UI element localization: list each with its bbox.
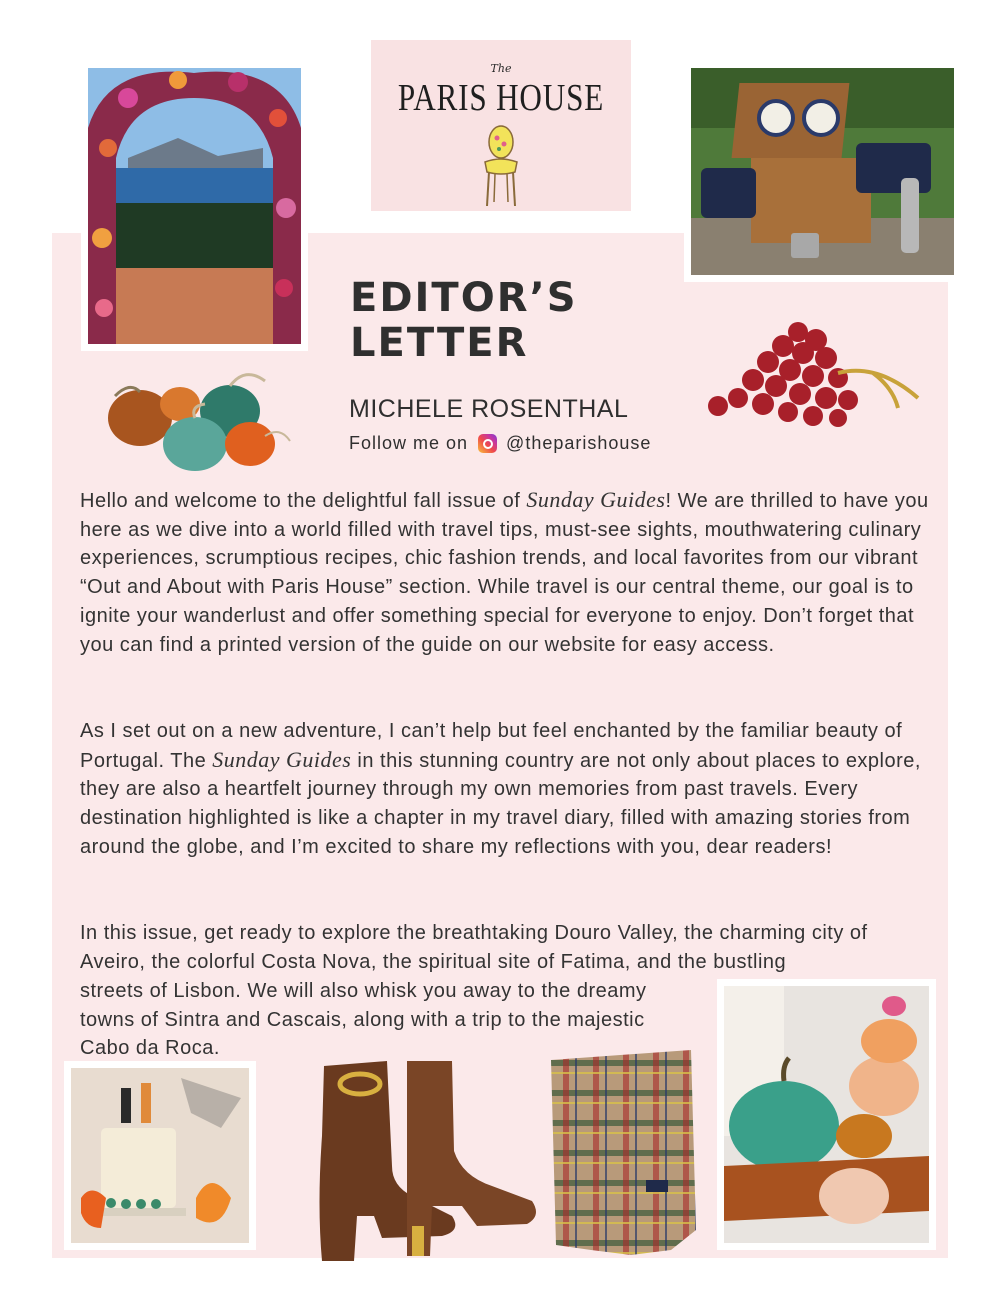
flower-arch-photo — [81, 61, 308, 351]
logo-the: The — [490, 62, 512, 75]
paragraph-1-text-a: Hello and welcome to the delightful fall issue of — [80, 490, 527, 512]
paragraph-3-text-a: In this issue, get ready to explore the breathtaking Douro Valley, the charming city of Aveiro, the colorful Costa Nova, the spiritual site of Fatima, and the bustling — [80, 922, 868, 973]
chair-icon — [479, 122, 523, 208]
title-line-2: LETTER — [350, 320, 529, 366]
glass-pumpkins-photo — [717, 979, 936, 1250]
publication-name: Sunday Guides — [526, 487, 666, 512]
logo-name: PARIS HOUSE — [397, 77, 605, 119]
instagram-handle[interactable]: @theparishouse — [506, 433, 652, 453]
picnic-basket-photo — [684, 61, 961, 282]
paragraph-3a — [80, 919, 920, 976]
glass-grapes-image — [698, 318, 928, 430]
halloween-cake-photo — [64, 1061, 256, 1250]
page-title — [350, 276, 578, 366]
publication-name: Sunday Guides — [212, 746, 352, 772]
title-line-1: EDITOR’S — [350, 275, 578, 321]
velvet-pumpkins-image — [95, 366, 295, 474]
instagram-icon[interactable] — [478, 434, 497, 453]
paragraph-2-text-b: in this stunning country are not only about places to explore, they are also a heartfelt journey through my own memories from past travels. Every destination highlighted is like a chapter in my travel diary, filled with amazing stories from around the globe, and I’m excited to share my reflections with you, dear readers! — [80, 749, 921, 858]
follow-label: Follow me on — [349, 433, 469, 453]
paragraph-3-text-b: streets of Lisbon. We will also whisk you away to the dreamy towns of Sintra and Cascais, along with a trip to the majestic Cabo da Roca. — [80, 980, 647, 1060]
follow-line — [349, 433, 651, 454]
author-name: MICHELE ROSENTHAL — [349, 395, 629, 423]
plaid-blanket-image — [551, 1050, 701, 1265]
paragraph-1-text-b: ! We are thrilled to have you here as we dive into a world filled with travel tips, must-see sights, mouthwatering culinary experiences, scrumptious recipes, chic fashion trends, and local favorites from our vibrant “Out and About with Paris House” section. While travel is our central theme, our goal is to ignite your wanderlust and offer something special for everyone to enjoy. Don’t forget that you can find a printed version of the guide on our website for easy access. — [80, 490, 929, 656]
brown-boots-image — [312, 1056, 540, 1266]
paragraph-1 — [80, 486, 930, 659]
paragraph-2 — [80, 717, 925, 862]
paris-house-logo — [371, 40, 631, 211]
paragraph-2-text-a: As I set out on a new adventure, I can’t help but feel enchanted by the familiar beauty of Portugal. The — [80, 720, 903, 772]
